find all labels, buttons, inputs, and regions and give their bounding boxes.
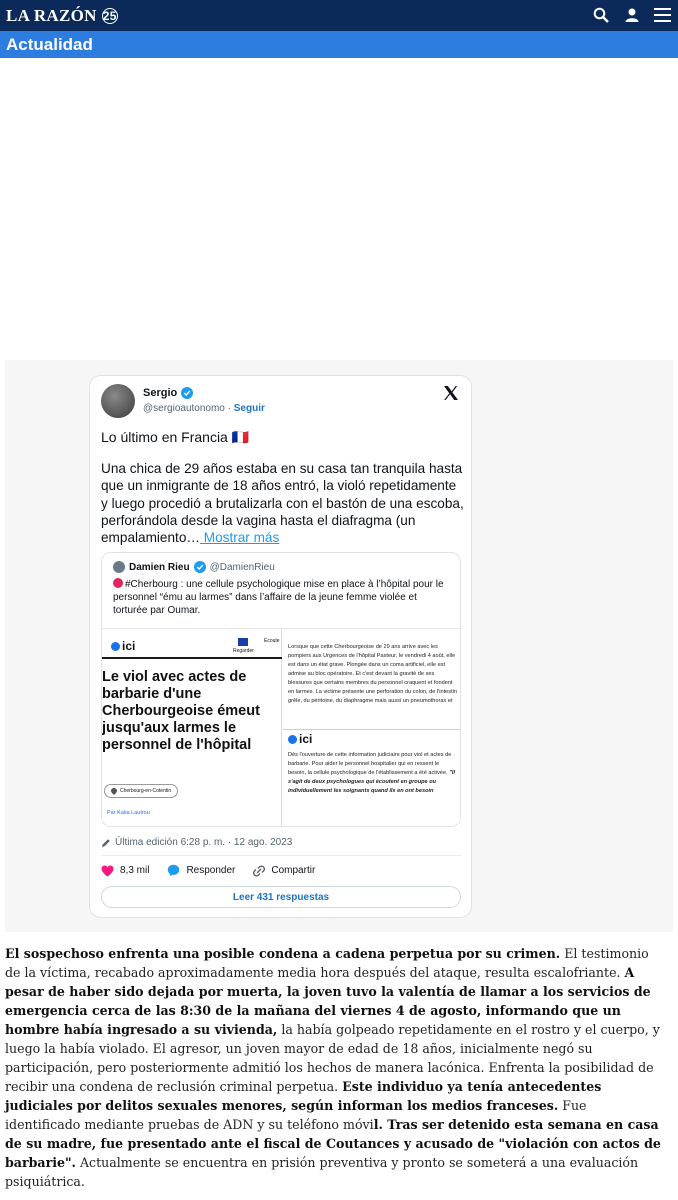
article-bold-2: A pesar de haber sido dejada por muerta, la joven tuvo la valentía de llamar a los servicios de emergencia cerca de las 8:30 de la mañana del viernes 4 de agosto, informando que un hombre había ingresado a su vivienda, [5,965,651,1037]
link-icon [253,865,265,877]
menu-icon[interactable] [653,5,672,25]
article-body-2-text: Dès l'ouverture de cette information judiciaire pour viol et actes de barbarie. Pour aider le personnel hospitalier qui en ressent le besoin, la cellule psychologique de l'établissement a été activée. [288,752,452,776]
article-bold-1: El sospechoso enfrenta una posible condena a cadena perpetua por su crimen. [5,946,561,961]
quoted-tweet-text [113,578,453,617]
tweet-embed-container [5,360,673,932]
pencil-icon [101,838,111,848]
reply-button[interactable] [167,864,235,877]
embedded-tweet[interactable] [89,375,472,918]
verified-icon [181,387,193,399]
search-icon[interactable] [591,5,610,25]
ici-dot-icon [288,735,297,744]
like-count: 8,3 mil [120,865,150,876]
tweet-author-name: Sergio [143,387,178,399]
article-body-1: Lorsque que cette Cherbourgeoise de 29 ans arrive avec les pompiers aux Urgences de l'hôpital Pasteur, le vendredi 4 août, elle est dans un état grave. Plongée dans un coma artificiel, elle est admise au bloc opératoire. Et c'est devant la gravité de ses blessures que certains membres du personnel craquent et fondent en larmes. La victime présente une perforation du colon, de l'intestin grêle, du péritoine, du diaphragme mais aussi un pneumothorax et [288,644,457,704]
site-logo[interactable] [6,6,118,26]
article-header-strip [102,629,282,659]
article-headline: Le viol avec actes de barbarie d'une Cherbourgeoise émeut jusqu'aux larmes le personnel de l'hôpital [102,669,260,753]
article-text-4: Actualmente se encuentra en prisión preventiva y pronto se someterá a una evaluación psiquiátrica. [5,1155,639,1189]
red-circle-icon [113,578,123,588]
avatar[interactable] [101,384,135,418]
ici-logo [288,732,313,746]
read-replies-button[interactable]: Leer 431 respuestas [101,886,461,908]
edit-note-text: Última edición 6:28 p. m. · 12 ago. 2023 [115,837,293,848]
divider [101,855,461,856]
x-logo-icon[interactable] [443,385,459,401]
tweet-body-text: Una chica de 29 años estaba en su casa tan tranquila hasta que un inmigrante de 18 años entró, la violó repetidamente y luego procedió a brutalizarla con el bastón de una escoba, perforándola desde la vagina hasta el diafragma (un empalamiento… [101,461,464,546]
quoted-author-name: Damien Rieu [129,561,190,573]
quoted-avatar [113,561,125,573]
reply-icon [167,864,180,877]
ici-dot-icon [111,642,120,651]
section-title[interactable]: Actualidad [6,34,93,54]
edit-note[interactable] [101,837,292,848]
regarder-text: Regarder [233,648,254,654]
article-text-3: Fue identificado mediante pruebas de ADN y su teléfono móvi [5,1098,587,1132]
ecouter-label: Écoute [264,638,280,644]
article-text-2: la había golpeado repetidamente en el rostro y el cuerpo, y luego la había violado. El agresor, un joven mayor de edad de 18 años, inicialmente negó su participación, pero posteriormente admitió los hechos de manera lacónica. Enfrenta la posibilidad de recibir una condena de reclusión criminal perpetua. [5,1022,660,1094]
separator: · [224,403,234,414]
pin-icon [111,788,117,795]
anniversary-badge: 25 [102,8,117,23]
tweet-actions [101,864,315,877]
tweet-text-first-line: Lo último en Francia 🇫🇷 [101,429,250,445]
logo-text: LA RAZÓN [6,5,97,25]
share-label: Compartir [271,865,316,876]
article-header-strip-2 [283,729,461,749]
tweet-author[interactable] [143,387,193,399]
top-navbar [0,0,678,31]
follow-button[interactable]: Seguir [233,403,265,414]
tv-icon [238,638,248,646]
ici-brand: ici [122,639,136,653]
article-author: Par Katia Lautrou [107,810,150,816]
article-body-2 [288,751,458,796]
location-text: Cherbourg-en-Cotentin [120,788,172,794]
ici-brand-2: ici [299,732,313,746]
article-bold-4: l. Tras ser detenido esta semana en casa de su madre, fue presentado ante el fiscal de Coutances y acusado de "violación con actos de barbarie". [5,1117,661,1170]
heart-icon [101,865,114,877]
location-chip [104,784,178,798]
quoted-author-handle: @DamienRieu [209,561,275,573]
like-button[interactable] [101,865,149,877]
regarder-label [233,638,254,654]
article-screenshot-left [102,629,282,827]
quoted-tweet[interactable] [101,552,461,827]
tweet-text-body [101,460,466,546]
tweet-author-handle[interactable]: @sergioautonomo [143,403,225,414]
tweet-handle-row [143,403,265,414]
reply-label: Responder [186,865,236,876]
show-more-link[interactable]: Mostrar más [199,530,280,546]
article-paragraph [5,944,665,1191]
article-screenshot-right [283,629,461,827]
quoted-tweet-header [113,561,275,573]
article-bold-3: Este individuo ya tenía antecedentes judiciales por delitos sexuales menores, según informan los medios franceses. [5,1079,602,1113]
user-icon[interactable] [622,5,641,25]
article-body-3-text: "Il s'agit de deux psychologues qui écoutent en groupe ou individuellement les soignants quand ils en ont besoin [288,770,455,794]
article-text-1: El testimonio de la víctima, recabado aproximadamente media hora después del ataque, resulta escalofriante. [5,946,649,980]
section-bar [0,31,678,58]
ici-logo [111,639,135,653]
verified-icon [194,561,206,573]
share-button[interactable] [253,865,315,877]
quoted-media-image[interactable] [102,628,461,827]
quoted-text: #Cherbourg : une cellule psychologique mise en place à l’hôpital pour le personnel “ému au larmes” dans l’affaire de la jeune femme violée et torturée par Oumar. [113,579,444,616]
